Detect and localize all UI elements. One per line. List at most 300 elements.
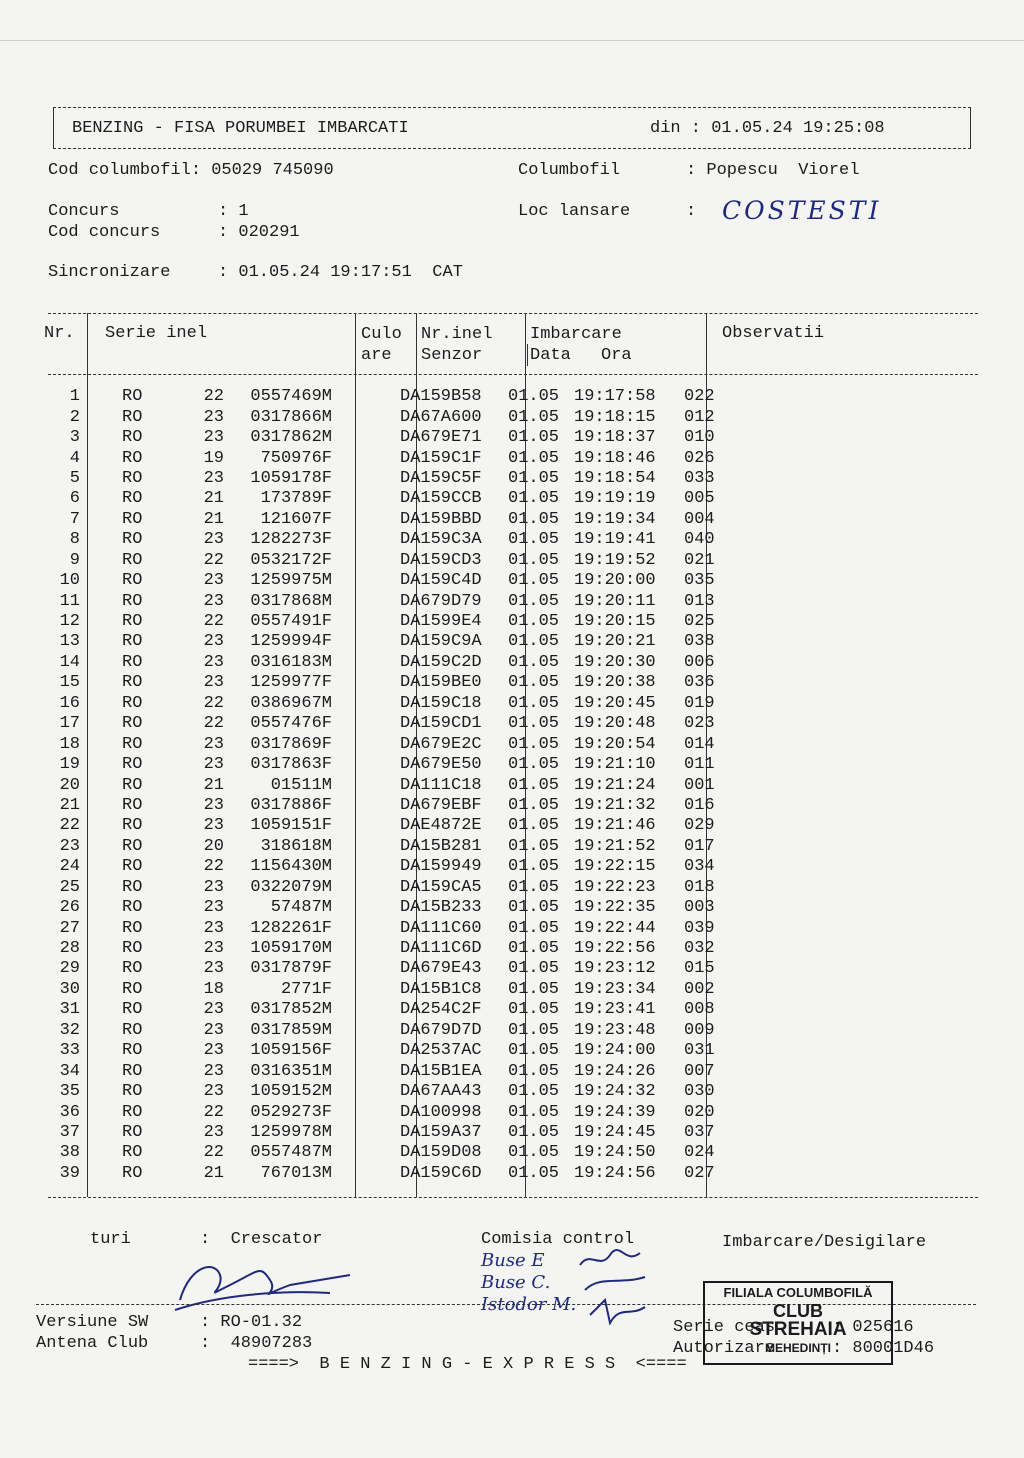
columbofil-label: Columbofil [518, 161, 621, 180]
row-year: 23 [203, 591, 224, 611]
row-country: RO [122, 428, 143, 448]
row-sensor: DA15B1EA [400, 1061, 482, 1081]
row-year: 23 [203, 673, 224, 693]
row-nr: 36 [59, 1102, 80, 1122]
row-sensor: DA159C4D [400, 571, 482, 591]
table-row [40, 1021, 715, 1041]
row-observatii: 039 [684, 918, 715, 938]
row-time: 19:20:30 [574, 652, 656, 672]
row-color [338, 1041, 394, 1061]
row-observatii: 016 [684, 795, 715, 815]
row-color [338, 816, 394, 836]
row-sensor: DA679EBF [400, 795, 482, 815]
commission-name-3: Istodor M. [481, 1294, 577, 1315]
row-nr: 27 [59, 918, 80, 938]
row-date: 01.05 [508, 1122, 560, 1142]
row-color [338, 551, 394, 571]
row-time: 19:19:41 [574, 530, 656, 550]
row-date: 01.05 [508, 652, 560, 672]
row-ring-number: 1059151F [250, 816, 332, 836]
row-nr: 11 [59, 591, 80, 611]
row-country: RO [122, 1061, 143, 1081]
col-header-imbarcare: Imbarcare [530, 325, 622, 344]
row-time: 19:20:38 [574, 673, 656, 693]
row-nr: 23 [59, 836, 80, 856]
row-year: 23 [203, 632, 224, 652]
row-nr: 14 [59, 652, 80, 672]
row-year: 23 [203, 939, 224, 959]
row-country: RO [122, 1102, 143, 1122]
row-color [338, 898, 394, 918]
row-nr: 22 [59, 816, 80, 836]
row-sensor: DA159B58 [400, 387, 482, 407]
imbarcare-desigilare-label: Imbarcare/Desigilare [722, 1233, 927, 1252]
row-color [338, 755, 394, 775]
row-year: 22 [203, 1102, 224, 1122]
row-country: RO [122, 1163, 143, 1183]
row-date: 01.05 [508, 979, 560, 999]
concurs-label: Concurs [48, 202, 120, 221]
row-observatii: 001 [684, 775, 715, 795]
row-observatii: 035 [684, 571, 715, 591]
row-date: 01.05 [508, 489, 560, 509]
row-sensor: DA159CD1 [400, 714, 482, 734]
row-color [338, 734, 394, 754]
table-row [40, 1123, 715, 1143]
row-observatii: 004 [684, 509, 715, 529]
row-sensor: DA159C1F [400, 448, 482, 468]
row-nr: 25 [59, 877, 80, 897]
row-color [338, 775, 394, 795]
row-date: 01.05 [508, 734, 560, 754]
row-nr: 21 [59, 795, 80, 815]
row-sensor: DA159C18 [400, 693, 482, 713]
imbarcare-subsep [527, 344, 528, 366]
row-observatii: 013 [684, 591, 715, 611]
row-ring-number: 0317868M [250, 591, 332, 611]
autorizare-value: : 80001D46 [832, 1339, 935, 1358]
row-ring-number: 1156430M [250, 857, 332, 877]
row-country: RO [122, 1020, 143, 1040]
row-time: 19:23:34 [574, 979, 656, 999]
row-ring-number: 01511M [270, 775, 332, 795]
row-date: 01.05 [508, 898, 560, 918]
table-row [40, 980, 715, 1000]
row-sensor: DA159C5F [400, 468, 482, 488]
row-sensor: DA111C6D [400, 939, 482, 959]
row-ring-number: 1059178F [250, 468, 332, 488]
row-year: 23 [203, 530, 224, 550]
row-time: 19:20:21 [574, 632, 656, 652]
row-ring-number: 0317863F [250, 755, 332, 775]
cod-concurs-value: : 020291 [218, 223, 300, 242]
row-sensor: DA159CCB [400, 489, 482, 509]
row-ring-number: 0317852M [250, 1000, 332, 1020]
table-row [40, 387, 715, 407]
col-header-data: Data [530, 346, 571, 365]
row-ring-number: 0316183M [250, 652, 332, 672]
row-observatii: 018 [684, 877, 715, 897]
row-date: 01.05 [508, 693, 560, 713]
row-observatii: 034 [684, 857, 715, 877]
table-row [40, 857, 715, 877]
row-date: 01.05 [508, 387, 560, 407]
row-nr: 7 [69, 509, 80, 529]
row-nr: 30 [59, 979, 80, 999]
row-sensor: DA1599E4 [400, 612, 482, 632]
row-observatii: 029 [684, 816, 715, 836]
antena-club-value: : 48907283 [200, 1334, 313, 1353]
row-ring-number: 318618M [260, 836, 332, 856]
serie-ceas-label: Serie ceas [673, 1318, 776, 1337]
row-ring-number: 0532172F [250, 550, 332, 570]
row-nr: 13 [59, 632, 80, 652]
row-time: 19:18:54 [574, 468, 656, 488]
row-observatii: 017 [684, 836, 715, 856]
row-color [338, 878, 394, 898]
row-sensor: DAE4872E [400, 816, 482, 836]
row-country: RO [122, 673, 143, 693]
row-year: 21 [203, 489, 224, 509]
row-date: 01.05 [508, 775, 560, 795]
row-nr: 16 [59, 693, 80, 713]
table-row [40, 755, 715, 775]
loc-lansare-handwritten: COSTESTI [722, 196, 882, 225]
row-observatii: 010 [684, 428, 715, 448]
table-row [40, 612, 715, 632]
row-sensor: DA15B233 [400, 898, 482, 918]
row-ring-number: 1059156F [250, 1041, 332, 1061]
row-date: 01.05 [508, 612, 560, 632]
row-ring-number: 2771F [280, 979, 332, 999]
row-nr: 38 [59, 1143, 80, 1163]
row-nr: 18 [59, 734, 80, 754]
table-row [40, 510, 715, 530]
row-date: 01.05 [508, 816, 560, 836]
row-country: RO [122, 591, 143, 611]
table-row [40, 939, 715, 959]
row-sensor: DA15B1C8 [400, 979, 482, 999]
row-nr: 28 [59, 939, 80, 959]
row-year: 22 [203, 550, 224, 570]
row-country: RO [122, 448, 143, 468]
row-color [338, 796, 394, 816]
row-year: 22 [203, 714, 224, 734]
row-observatii: 040 [684, 530, 715, 550]
row-sensor: DA2537AC [400, 1041, 482, 1061]
row-ring-number: 1259975M [250, 571, 332, 591]
row-sensor: DA159C6D [400, 1163, 482, 1183]
row-country: RO [122, 468, 143, 488]
row-observatii: 009 [684, 1020, 715, 1040]
row-date: 01.05 [508, 632, 560, 652]
row-nr: 35 [59, 1082, 80, 1102]
row-sensor: DA159949 [400, 857, 482, 877]
row-country: RO [122, 816, 143, 836]
table-row [40, 469, 715, 489]
row-observatii: 031 [684, 1041, 715, 1061]
row-color [338, 653, 394, 673]
row-time: 19:20:45 [574, 693, 656, 713]
row-observatii: 025 [684, 612, 715, 632]
row-nr: 2 [69, 407, 80, 427]
serie-ceas-value: : 025616 [832, 1318, 914, 1337]
row-country: RO [122, 857, 143, 877]
row-year: 23 [203, 1041, 224, 1061]
row-time: 19:20:54 [574, 734, 656, 754]
row-country: RO [122, 775, 143, 795]
header-left-border [53, 108, 54, 148]
row-ring-number: 1259978M [250, 1122, 332, 1142]
row-sensor: DA111C18 [400, 775, 482, 795]
row-country: RO [122, 795, 143, 815]
row-color [338, 612, 394, 632]
sincronizare-label: Sincronizare [48, 263, 171, 282]
row-date: 01.05 [508, 755, 560, 775]
row-year: 23 [203, 428, 224, 448]
row-color [338, 571, 394, 591]
row-time: 19:20:11 [574, 591, 656, 611]
loc-lansare-colon: : [686, 202, 697, 221]
row-color [338, 694, 394, 714]
row-date: 01.05 [508, 857, 560, 877]
table-row [40, 837, 715, 857]
row-color [338, 591, 394, 611]
row-color [338, 469, 394, 489]
col-header-culoare-1: Culo [361, 325, 402, 344]
row-sensor: DA254C2F [400, 1000, 482, 1020]
row-year: 22 [203, 1143, 224, 1163]
row-time: 19:17:58 [574, 387, 656, 407]
row-country: RO [122, 693, 143, 713]
row-observatii: 014 [684, 734, 715, 754]
col-header-nr: Nr. [44, 324, 75, 343]
row-year: 23 [203, 734, 224, 754]
row-sensor: DA679D79 [400, 591, 482, 611]
row-ring-number: 0386967M [250, 693, 332, 713]
row-nr: 6 [69, 489, 80, 509]
row-date: 01.05 [508, 795, 560, 815]
benzing-express-brand: ====> B E N Z I N G - E X P R E S S <==== [248, 1355, 687, 1374]
row-nr: 4 [69, 448, 80, 468]
row-observatii: 030 [684, 1082, 715, 1102]
table-row [40, 632, 715, 652]
row-year: 23 [203, 918, 224, 938]
row-country: RO [122, 979, 143, 999]
row-nr: 39 [59, 1163, 80, 1183]
table-row [40, 448, 715, 468]
row-time: 19:22:15 [574, 857, 656, 877]
row-year: 21 [203, 775, 224, 795]
row-country: RO [122, 632, 143, 652]
row-color [338, 407, 394, 427]
row-observatii: 015 [684, 959, 715, 979]
row-country: RO [122, 571, 143, 591]
row-date: 01.05 [508, 1082, 560, 1102]
table-bottom-rule [48, 1197, 978, 1198]
row-year: 19 [203, 448, 224, 468]
row-nr: 32 [59, 1020, 80, 1040]
row-ring-number: 1259977F [250, 673, 332, 693]
table-row [40, 653, 715, 673]
table-row [40, 898, 715, 918]
row-color [338, 1164, 394, 1184]
row-sensor: DA679E71 [400, 428, 482, 448]
table-row [40, 918, 715, 938]
row-nr: 8 [69, 530, 80, 550]
row-observatii: 008 [684, 1000, 715, 1020]
row-ring-number: 0557476F [250, 714, 332, 734]
row-nr: 31 [59, 1000, 80, 1020]
row-country: RO [122, 489, 143, 509]
row-year: 23 [203, 898, 224, 918]
col-header-senzor: Senzor [421, 346, 483, 365]
row-year: 22 [203, 857, 224, 877]
row-ring-number: 767013M [260, 1163, 332, 1183]
crescator-label: : Crescator [200, 1230, 323, 1249]
row-date: 01.05 [508, 448, 560, 468]
row-time: 19:24:45 [574, 1122, 656, 1142]
row-time: 19:20:15 [574, 612, 656, 632]
boarding-table-body [40, 387, 715, 1184]
row-country: RO [122, 1000, 143, 1020]
row-time: 19:20:00 [574, 571, 656, 591]
row-country: RO [122, 1041, 143, 1061]
row-date: 01.05 [508, 877, 560, 897]
boarding-table [40, 387, 715, 1184]
row-ring-number: 0317866M [250, 407, 332, 427]
row-sensor: DA679E2C [400, 734, 482, 754]
row-ring-number: 173789F [260, 489, 332, 509]
row-country: RO [122, 714, 143, 734]
row-country: RO [122, 898, 143, 918]
row-ring-number: 1259994F [250, 632, 332, 652]
row-ring-number: 57487M [270, 898, 332, 918]
row-time: 19:21:10 [574, 755, 656, 775]
row-observatii: 003 [684, 898, 715, 918]
row-nr: 26 [59, 898, 80, 918]
sincronizare-value: : 01.05.24 19:17:51 CAT [218, 263, 463, 282]
row-sensor: DA159C9A [400, 632, 482, 652]
row-nr: 15 [59, 673, 80, 693]
row-color [338, 489, 394, 509]
cod-concurs-label: Cod concurs [48, 223, 161, 242]
row-ring-number: 0557491F [250, 612, 332, 632]
row-color [338, 530, 394, 550]
row-sensor: DA159CA5 [400, 877, 482, 897]
row-ring-number: 0317859M [250, 1020, 332, 1040]
row-observatii: 021 [684, 550, 715, 570]
row-year: 20 [203, 836, 224, 856]
row-color [338, 714, 394, 734]
row-ring-number: 0557469M [250, 387, 332, 407]
stamp-line-1: FILIALA COLUMBOFILĂ [723, 1285, 873, 1300]
row-country: RO [122, 509, 143, 529]
concurs-value: : 1 [218, 202, 249, 221]
row-date: 01.05 [508, 407, 560, 427]
row-observatii: 012 [684, 407, 715, 427]
row-time: 19:19:19 [574, 489, 656, 509]
row-country: RO [122, 939, 143, 959]
row-year: 22 [203, 612, 224, 632]
row-year: 23 [203, 1061, 224, 1081]
row-nr: 37 [59, 1122, 80, 1142]
row-year: 23 [203, 959, 224, 979]
row-sensor: DA100998 [400, 1102, 482, 1122]
row-country: RO [122, 877, 143, 897]
row-date: 01.05 [508, 509, 560, 529]
table-row [40, 407, 715, 427]
col-header-nr-inel: Nr.inel [421, 325, 493, 344]
row-year: 23 [203, 755, 224, 775]
row-time: 19:24:39 [574, 1102, 656, 1122]
table-row [40, 591, 715, 611]
table-row [40, 530, 715, 550]
row-country: RO [122, 836, 143, 856]
row-ring-number: 0316351M [250, 1061, 332, 1081]
row-time: 19:19:52 [574, 550, 656, 570]
row-year: 23 [203, 652, 224, 672]
row-time: 19:23:48 [574, 1020, 656, 1040]
breeder-signature [160, 1255, 360, 1315]
row-time: 19:18:46 [574, 448, 656, 468]
row-color [338, 857, 394, 877]
row-country: RO [122, 387, 143, 407]
row-date: 01.05 [508, 1041, 560, 1061]
row-date: 01.05 [508, 1163, 560, 1183]
row-observatii: 011 [684, 755, 715, 775]
row-color [338, 1123, 394, 1143]
col-header-culoare-2: are [361, 346, 392, 365]
row-nr: 10 [59, 571, 80, 591]
row-date: 01.05 [508, 959, 560, 979]
row-ring-number: 0317886F [250, 795, 332, 815]
row-color [338, 980, 394, 1000]
row-date: 01.05 [508, 1000, 560, 1020]
table-row [40, 571, 715, 591]
row-time: 19:20:48 [574, 714, 656, 734]
table-top-rule [48, 313, 978, 314]
col-header-serie-inel: Serie inel [105, 324, 208, 343]
antena-club-label: Antena Club [36, 1334, 149, 1353]
row-time: 19:24:26 [574, 1061, 656, 1081]
autorizare-label: Autorizare [673, 1339, 776, 1358]
stamp-line-3: STREHAIA [749, 1319, 847, 1340]
table-row [40, 1000, 715, 1020]
stamp-line-2: CLUB [773, 1301, 823, 1321]
row-color [338, 1082, 394, 1102]
row-year: 23 [203, 816, 224, 836]
row-nr: 12 [59, 612, 80, 632]
col-header-observatii: Observatii [722, 324, 825, 343]
row-time: 19:22:56 [574, 939, 656, 959]
row-country: RO [122, 755, 143, 775]
row-observatii: 019 [684, 693, 715, 713]
row-time: 19:18:15 [574, 407, 656, 427]
row-nr: 17 [59, 714, 80, 734]
row-year: 23 [203, 1000, 224, 1020]
row-country: RO [122, 407, 143, 427]
row-observatii: 007 [684, 1061, 715, 1081]
table-row [40, 673, 715, 693]
table-row [40, 878, 715, 898]
row-date: 01.05 [508, 1020, 560, 1040]
comisia-control-label: Comisia control [481, 1230, 635, 1249]
row-year: 23 [203, 1082, 224, 1102]
row-color [338, 1021, 394, 1041]
row-nr: 29 [59, 959, 80, 979]
turi-label: turi [90, 1230, 131, 1249]
